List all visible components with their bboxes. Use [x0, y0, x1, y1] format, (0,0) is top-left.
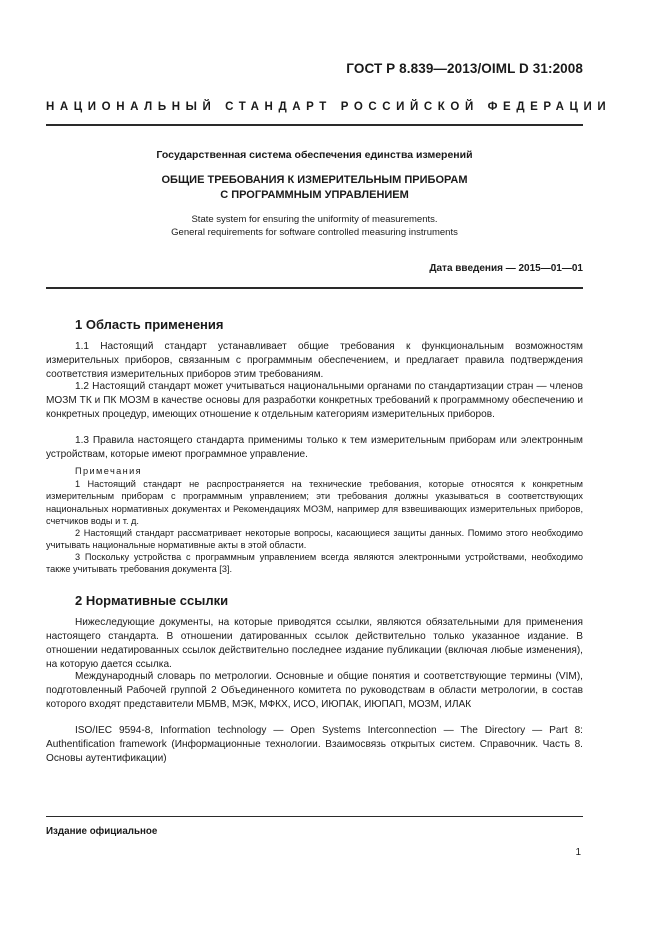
paragraph-text: 1.3 Правила настоящего стандарта применимы только к тем измерительным приборам или электронным устройствам, которые имеют программное управление. — [46, 435, 583, 460]
footer-divider — [46, 816, 583, 817]
note-text: 1 Настоящий стандарт не распространяется на технические требования, которые относятся к конкретным измерительным приборам с программным управлением; эти требования должны указываться в соответствующих национальных нормативных документах и Рекомендациях МОЗМ, например для взвешивающих измерительных приборов, счетчиков воды и т. д. — [46, 479, 583, 527]
header-divider — [46, 124, 583, 126]
note-2 — [46, 527, 583, 552]
official-edition-label: Издание официальное — [46, 826, 158, 837]
date-divider — [46, 287, 583, 289]
paragraph-text: Международный словарь по метрологии. Основные и общие понятия и соответствующие термины (VIM), подготовленный Рабочей группой 2 Объединенного комитета по руководствам в области метрологии, в состав которого входят представители МБМВ, МЭК, МФКХ, ИСО, ИЮПАК, ИЮПАП, МОЗМ, ИЛАК — [46, 671, 583, 710]
english-title-line-2: General requirements for software controlled measuring instruments — [171, 227, 458, 238]
note-text: 3 Поскольку устройства с программным управлением всегда являются электронными устройствами, необходимо также учитывать требования документа [3]. — [46, 552, 583, 575]
note-1 — [46, 478, 583, 528]
paragraph-1-1 — [46, 340, 583, 382]
notes-heading: Примечания — [75, 466, 143, 476]
paragraph-text: Нижеследующие документы, на которые приводятся ссылки, являются обязательными для применения настоящего стандарта. В отношении датированных ссылок действительно только указанное издание. В отношении недатированных ссылок действительно последнее издание публикации (включая любые изменения), на которую дается ссылка. — [46, 617, 583, 670]
page-number: 1 — [575, 847, 581, 858]
main-title-line-2: С ПРОГРАММНЫМ УПРАВЛЕНИЕМ — [220, 189, 409, 201]
main-title-line-1: ОБЩИЕ ТРЕБОВАНИЯ К ИЗМЕРИТЕЛЬНЫМ ПРИБОРАМ — [161, 174, 468, 186]
note-text: 2 Настоящий стандарт рассматривает некоторые вопросы, касающиеся защиты данных. Помимо этого необходимо учитывать национальные нормативные акты в этой области. — [46, 528, 583, 551]
document-code: ГОСТ Р 8.839—2013/OIML D 31:2008 — [346, 61, 583, 76]
paragraph-2-1 — [46, 616, 583, 672]
introduction-date: Дата введения — 2015—01—01 — [429, 263, 583, 274]
paragraph-text: ISO/IEC 9594-8, Information technology — Open Systems Interconnection — The Directory — Part 8: Authentification framework (Информационные технологии. Взаимосвязь открытых систем. Справочник. Часть 8. Основы аутентификации) — [46, 725, 583, 764]
main-title — [46, 173, 583, 203]
note-3 — [46, 551, 583, 576]
system-title: Государственная система обеспечения единства измерений — [156, 149, 473, 161]
paragraph-1-2 — [46, 380, 583, 422]
english-title-line-1: State system for ensuring the uniformity of measurements. — [191, 214, 438, 225]
paragraph-1-3 — [46, 434, 583, 462]
section-2-title: 2 Нормативные ссылки — [75, 593, 229, 608]
national-standard-banner: НАЦИОНАЛЬНЫЙ СТАНДАРТ РОССИЙСКОЙ ФЕДЕРАЦИИ — [46, 101, 612, 113]
paragraph-2-3 — [46, 724, 583, 766]
section-1-title: 1 Область применения — [75, 317, 224, 332]
paragraph-text: 1.1 Настоящий стандарт устанавливает общие требования к функциональным возможностям измерительных приборов, связанным с программным обеспечением, и предлагает правила подтверждения соответствия измерительных приборов этим требованиям. — [46, 341, 583, 380]
english-title — [46, 213, 583, 239]
paragraph-2-2 — [46, 670, 583, 712]
paragraph-text: 1.2 Настоящий стандарт может учитываться национальными органами по стандартизации стран — членов МОЗМ ТК и ПК МОЗМ в качестве основы для разработки конкретных требований к программному обеспечению и конкретных процедур, имеющих отношение к отдельным категориям измерительных приборов. — [46, 381, 583, 420]
